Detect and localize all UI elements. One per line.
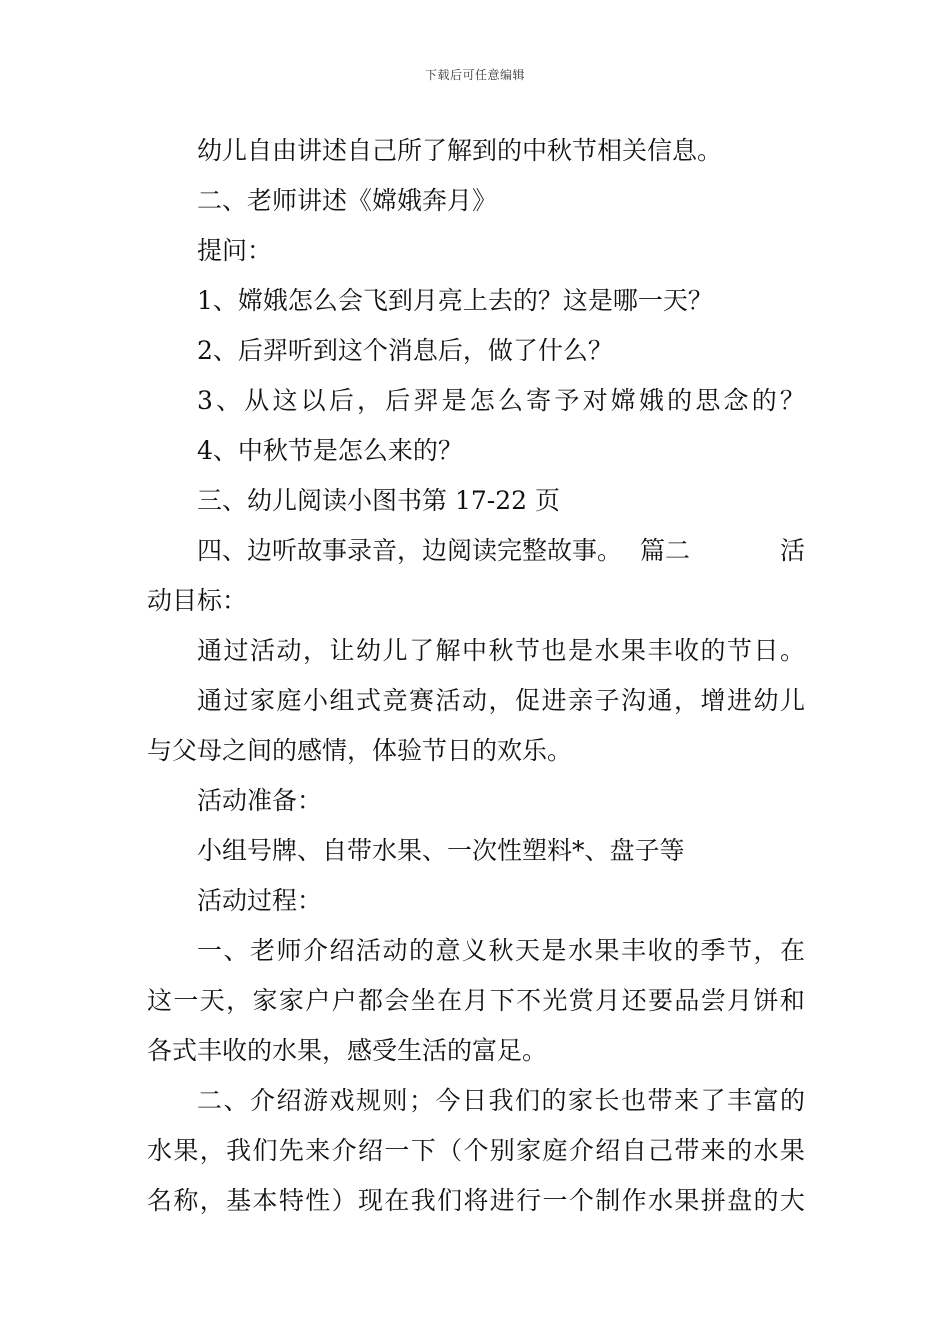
paragraph	[147, 526, 805, 576]
section-heading: 活动准备：	[197, 786, 323, 815]
paragraph-line: 与父母之间的感情，体验节日的欢乐。	[147, 736, 573, 765]
paragraph-line: 各式丰收的水果，感受生活的富足。	[147, 1036, 548, 1065]
paragraph-line: 水果，我们先来介绍一下（个别家庭介绍自己带来的水果	[147, 1136, 807, 1165]
paragraph: 幼儿自由讲述自己所了解到的中秋节相关信息。	[197, 136, 723, 165]
paragraph-line: 二、介绍游戏规则；今日我们的家长也带来了丰富的	[197, 1086, 807, 1115]
section-heading: 活动过程：	[197, 886, 323, 915]
paragraph-line: 这一天，家家户户都会坐在月下不光赏月还要品尝月饼和	[147, 986, 807, 1015]
paragraph-text: 活	[779, 536, 805, 565]
section-label: 篇二	[640, 536, 691, 565]
page-header: 下载后可任意编辑	[424, 68, 525, 82]
paragraph: 小组号牌、自带水果、一次性塑料*、盘子等	[197, 836, 685, 865]
paragraph-line: 名称，基本特性）现在我们将进行一个制作水果拼盘的大	[147, 1186, 807, 1215]
list-item: 1、嫦娥怎么会飞到月亮上去的？这是哪一天？	[197, 286, 713, 315]
paragraph-line: 一、老师介绍活动的意义秋天是水果丰收的季节，在	[197, 936, 807, 965]
section-heading: 二、老师讲述《嫦娥奔月》	[197, 186, 498, 215]
list-item: 4、中秋节是怎么来的？	[197, 436, 463, 465]
paragraph-line: 通过家庭小组式竞赛活动，促进亲子沟通，增进幼儿	[197, 686, 807, 715]
paragraph: 通过活动，让幼儿了解中秋节也是水果丰收的节日。	[197, 636, 807, 665]
paragraph-text: 四、边听故事录音，边阅读完整故事。	[197, 536, 623, 565]
section-heading: 三、幼儿阅读小图书第 17-22 页	[197, 486, 560, 515]
document-body	[147, 126, 809, 1226]
paragraph: 提问：	[197, 236, 273, 265]
list-item: 2、后羿听到这个消息后，做了什么？	[197, 336, 613, 365]
paragraph-line: 动目标：	[147, 586, 248, 615]
list-item: 3、从这以后，后羿是怎么寄予对嫦娥的思念的？	[197, 386, 809, 415]
